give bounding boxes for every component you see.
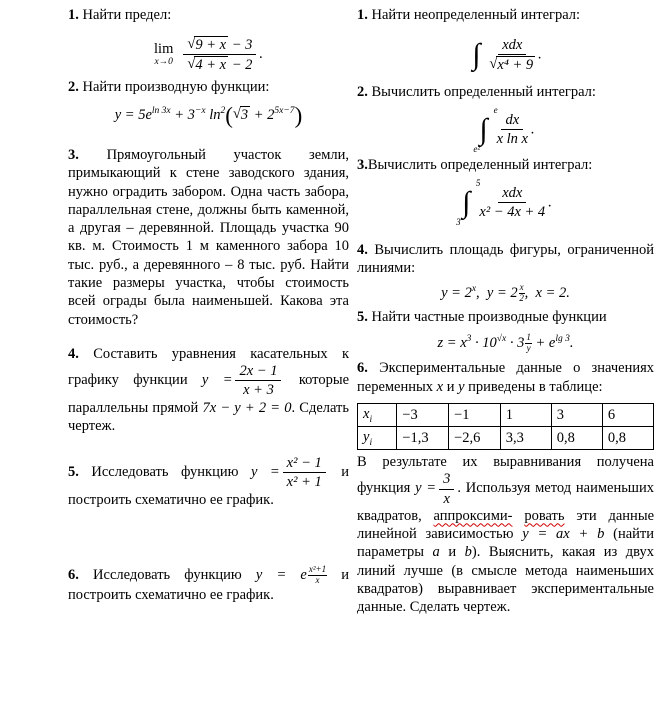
fraction-denominator: x ln x <box>496 131 528 148</box>
table-cell: 0,8 <box>551 427 602 450</box>
problem-number: 4. <box>357 241 368 258</box>
right-column <box>357 6 654 616</box>
table-cell: −2,6 <box>449 427 501 450</box>
limit-formula <box>68 36 349 73</box>
comma: , <box>476 285 480 302</box>
table-cell: −1,3 <box>397 427 449 450</box>
misspelled-word: ровать <box>524 507 565 524</box>
left-column <box>68 6 349 604</box>
table-cell: 3,3 <box>500 427 551 450</box>
problem-3-right-heading <box>357 156 654 175</box>
table-row <box>358 427 654 450</box>
integral-sign-icon: ∫ <box>479 112 488 146</box>
sqrt <box>187 37 228 53</box>
lower-limit: 3 <box>456 216 461 227</box>
problem-1-right-heading <box>357 6 654 25</box>
derivative-formula <box>68 104 349 127</box>
problem-text: . Используя метод наименьших квадратов, <box>357 480 654 524</box>
exponent: 3 <box>466 333 472 344</box>
formula-part: x = 2. <box>535 285 570 302</box>
problem-text: Исследовать функцию <box>91 464 239 481</box>
radicand: 3 <box>240 106 249 123</box>
fraction-denominator: x² − 4x + 4 <box>479 204 546 221</box>
table-cell: −3 <box>397 404 449 427</box>
problem-title: Найти предел: <box>82 7 172 23</box>
integral <box>469 31 486 79</box>
problem-number: 6. <box>68 566 79 583</box>
upper-limit: e <box>493 104 498 115</box>
conjunction: и <box>341 464 349 481</box>
fraction-numerator: xdx <box>498 185 526 203</box>
table-cell: 3 <box>551 404 602 427</box>
equation-lhs: y = e <box>255 566 307 583</box>
problem-title: Найти частные производные функции <box>371 308 607 325</box>
variable-a: a <box>432 544 440 561</box>
problem-4-right-heading <box>357 241 654 278</box>
comma: , <box>524 285 529 302</box>
formula-part: + 2 <box>253 106 275 123</box>
problem-6-right-continuation <box>357 453 654 616</box>
variable-b: b <box>464 544 472 561</box>
exponent: −x <box>194 106 206 117</box>
integral-sign-icon: ∫ <box>472 37 481 71</box>
lim-label: lim <box>154 40 174 57</box>
fraction <box>489 37 535 73</box>
sqrt-sign-icon: √ <box>232 105 241 122</box>
linear-equation: y = ax + b <box>522 526 605 542</box>
period: . <box>548 193 552 210</box>
data-table <box>357 403 654 450</box>
formula-part: 10 <box>482 334 497 351</box>
conjunction: и <box>446 378 455 395</box>
problem-title: Найти неопределенный интеграл: <box>371 7 581 23</box>
fraction <box>283 455 326 490</box>
problem-title: Вычислить определенный интеграл: <box>371 83 596 100</box>
fraction <box>235 363 281 398</box>
problem-number: 4. <box>68 345 79 362</box>
sqrt-sign-icon: √ <box>187 35 196 52</box>
table-header-sub: i <box>369 437 373 448</box>
dot-operator: · <box>509 334 518 351</box>
problem-text: Прямоугольный участок земли, примыкающий к стене заводского здания, нужно оградить забором. Одна часть забора, параллельная стене, должны быть каменной, а другая – деревянной. Площадь участка 90 кв. м. Стоимость 1 м каменного забора 10 тыс. руб., а деревянного – 8 тыс. руб. Найти такие размеры участка, чтобы стоимость всей ограды была наименьшей. Какова эта стоимость? <box>68 147 350 328</box>
exponent: 2 <box>220 106 226 117</box>
problem-text: Исследовать функцию <box>93 566 242 583</box>
problem-2-right-heading <box>357 83 654 102</box>
problem-text: приведены в таблице: <box>468 378 603 395</box>
problem-2-left-heading <box>68 78 349 97</box>
definite-integral-formula-2 <box>357 179 654 227</box>
sqrt <box>187 57 228 73</box>
problem-3-left-text <box>68 146 349 329</box>
lim-operator <box>154 42 173 68</box>
equation-lhs: y = <box>201 372 233 389</box>
formula-part: + e <box>535 334 556 351</box>
problem-text: построить схематично ее график. <box>68 491 274 508</box>
table-cell: 0,8 <box>602 427 653 450</box>
sqrt-sign-icon: √ <box>489 55 498 72</box>
formula-part: z = x <box>437 334 467 351</box>
fraction-numerator: x <box>519 282 524 293</box>
exponent: lg 3 <box>555 333 570 344</box>
problem-6-right-text <box>357 359 654 396</box>
sqrt <box>489 57 535 73</box>
problem-text: построить схематично ее график. <box>68 586 274 603</box>
problem-number: 2. <box>68 79 79 96</box>
formula-part: y = 5e <box>114 106 152 123</box>
problem-number: 3. <box>68 147 79 164</box>
partial-derivatives-formula <box>357 333 654 354</box>
variable-x: x <box>436 378 444 395</box>
fraction-denominator <box>187 55 252 73</box>
integral <box>456 177 481 227</box>
denominator-tail: − 2 <box>231 57 253 74</box>
conjunction: и <box>448 544 457 561</box>
table-cell: −1 <box>449 404 501 427</box>
table-cell: 1 <box>500 404 551 427</box>
upper-limit: 5 <box>475 177 481 188</box>
problem-5-right-heading <box>357 308 654 327</box>
table-header-label: x <box>363 405 370 422</box>
fraction-numerator: 3 <box>439 471 454 489</box>
definite-integral-formula-1 <box>357 106 654 154</box>
formula-part: ln <box>209 106 221 123</box>
fraction-denominator: x <box>443 490 450 507</box>
problem-number: 1. <box>357 7 368 23</box>
period: . <box>531 121 535 138</box>
fraction-numerator: x²+1 <box>308 563 327 574</box>
variable-y: y <box>458 378 465 395</box>
exponent-fraction <box>308 565 327 586</box>
fraction <box>439 471 454 506</box>
table-header-sub: i <box>369 414 373 425</box>
problem-1-left-heading <box>68 6 349 25</box>
fraction-denominator: 2 <box>519 292 524 303</box>
radicand: 4 + x <box>195 57 227 74</box>
problem-number: 3. <box>357 156 368 173</box>
fraction-denominator: x + 3 <box>243 382 274 399</box>
problem-number: 5. <box>357 308 368 325</box>
problem-number: 1. <box>68 7 79 23</box>
fraction-denominator <box>489 55 535 73</box>
exponent: ln 3x <box>151 106 171 117</box>
fraction-numerator <box>183 36 256 55</box>
period: . <box>538 46 542 63</box>
numerator-tail: − 3 <box>231 36 253 53</box>
problem-6-left-text <box>68 565 349 604</box>
problem-text: которые параллельны прямой <box>68 372 350 416</box>
problem-text: Составить уравнения касательных к графику функции <box>68 345 349 389</box>
problem-text: эти данные линейной зависимостью <box>357 507 654 542</box>
equation-lhs: y = <box>415 480 437 497</box>
left-paren: ( <box>225 103 233 129</box>
equation-lhs: y = <box>250 464 280 481</box>
integral <box>473 104 498 154</box>
radicand: 9 + x <box>195 36 227 53</box>
misspelled-word: аппроксими- <box>433 507 513 524</box>
fraction-numerator: 1 <box>526 331 531 342</box>
exponent: √x <box>496 333 507 344</box>
problem-number: 5. <box>68 464 79 481</box>
problem-text: Экспериментальные данные о значениях переменных <box>357 360 655 395</box>
indefinite-integral-formula <box>357 31 654 79</box>
exponent: 5x−7 <box>274 106 295 117</box>
problem-title: Вычислить определенный интеграл: <box>367 156 593 173</box>
fraction-denominator: y <box>526 342 531 353</box>
problem-text: (найти параметры <box>357 526 654 561</box>
period: . <box>569 334 574 351</box>
problem-text: . Сделать чертеж. <box>68 399 350 434</box>
dot-operator: · <box>475 334 483 351</box>
fraction <box>183 36 256 73</box>
problem-title: Найти производную функции: <box>82 79 270 96</box>
exponent: x <box>471 284 477 295</box>
table-header-label: y <box>363 428 370 445</box>
fraction <box>497 112 528 147</box>
problem-4-left-text <box>68 345 349 435</box>
problem-number: 2. <box>357 83 368 100</box>
right-paren: ) <box>294 103 303 129</box>
fraction-numerator: dx <box>501 112 523 130</box>
area-lines-formula <box>357 283 654 304</box>
table-cell: 6 <box>602 404 653 427</box>
table-header-x <box>358 404 397 427</box>
problem-number: 6. <box>357 360 368 377</box>
formula-part: 3 <box>517 334 525 351</box>
problem-text: ). Выяснить, какая из двух линий лучше (в смысле метода наименьших квадратов) выравнивает экспериментальные данные. Сделать чертеж. <box>357 544 655 616</box>
problem-5-left-text <box>68 455 349 509</box>
problem-title: Вычислить площадь фигуры, ограниченной линиями: <box>357 241 654 276</box>
fraction-denominator: x <box>315 574 320 585</box>
formula-part: + 3 <box>174 106 195 123</box>
fraction-denominator: x² + 1 <box>286 474 322 491</box>
sqrt <box>233 107 250 123</box>
formula-part: y = 2 <box>486 285 518 302</box>
fraction-numerator: 2x − 1 <box>235 363 281 381</box>
fraction <box>479 185 545 220</box>
conjunction: и <box>341 566 350 583</box>
formula-part: y = 2 <box>441 285 472 302</box>
fraction-numerator: xdx <box>498 37 526 55</box>
line-equation: 7x − y + 2 = 0 <box>202 399 292 416</box>
radicand: x⁴ + 9 <box>497 56 534 73</box>
problem-text: В результате их выравнивания получена функция <box>357 454 654 497</box>
exponent-fraction <box>525 333 532 354</box>
lim-subscript: x→0 <box>154 57 173 68</box>
table-header-y <box>358 427 397 450</box>
integral-sign-icon: ∫ <box>462 185 471 219</box>
fraction-numerator: x² − 1 <box>283 455 326 473</box>
table-row <box>358 404 654 427</box>
period: . <box>259 45 263 62</box>
lower-limit: e² <box>473 143 481 154</box>
sqrt-sign-icon: √ <box>187 56 196 73</box>
